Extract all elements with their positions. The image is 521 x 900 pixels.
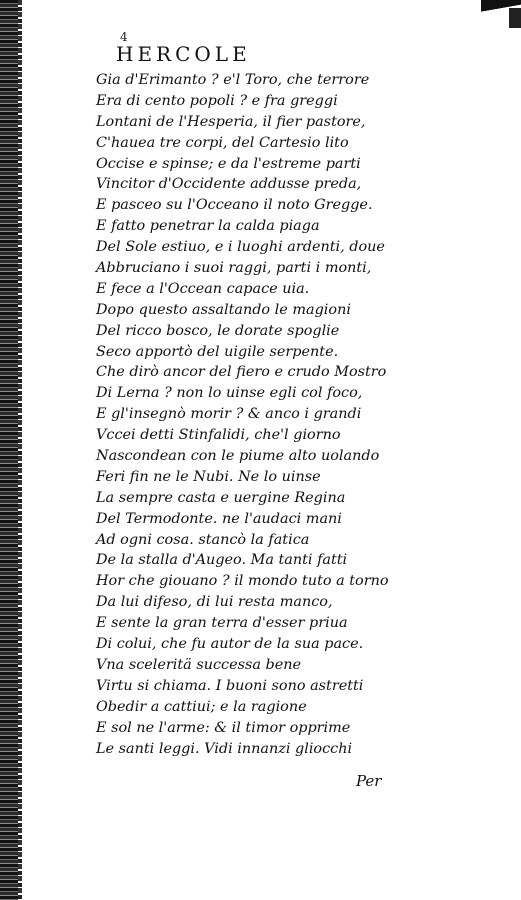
binding-shadow: [18, 0, 22, 900]
verse-line: Del Termodonte. ne l'audaci mani: [96, 510, 342, 527]
verse-line: Dopo questo assaltando le magioni: [96, 301, 351, 318]
head-mark: 4: [120, 30, 128, 44]
verse-line: E fatto penetrar la calda piaga: [96, 218, 320, 235]
verse-line: Del ricco bosco, le dorate spoglie: [96, 322, 340, 339]
verse-line: Che dirò ancor del fiero e crudo Mostro: [96, 364, 387, 381]
running-head: HERCOLE: [116, 42, 251, 66]
verse-line: Obedir a cattiui; e la ragione: [96, 698, 307, 715]
verse-line: Vna sceleritä successa bene: [96, 656, 302, 673]
verse-line: Del Sole estiuo, e i luoghi ardenti, doue: [96, 239, 385, 256]
verse-text: [96, 70, 396, 759]
verse-line: Gia d'Erimanto ? e'l Toro, che terrore: [96, 72, 370, 88]
binding-edge: [0, 0, 20, 900]
verse-line: Nascondean con le piume alto uolando: [96, 448, 380, 465]
verse-line: Vccei detti Stinfalidi, che'l giorno: [96, 427, 341, 444]
verse-line: Seco apportò del uigile serpente.: [96, 343, 339, 360]
verse-line: E sol ne l'arme: & il timor opprime: [96, 719, 351, 736]
verse-line: Di colui, che fu autor de la sua pace.: [96, 636, 364, 653]
verse-line: E fece a l'Occean capace uia.: [96, 280, 310, 297]
catchword: Per: [356, 772, 382, 790]
verse-line: Hor che giouano ? il mondo tuto a torno: [96, 573, 389, 590]
verse-line: Vincitor d'Occidente addusse preda,: [96, 176, 362, 193]
verse-line: Lontani de l'Hesperia, il fier pastore,: [96, 113, 366, 130]
verse-line: E gl'insegnò morir ? & anco i grandi: [96, 406, 362, 423]
verse-line: Da lui difeso, di lui resta manco,: [96, 594, 333, 611]
verse-line: E pasceo su l'Occeano il noto Gregge.: [96, 197, 373, 214]
verse-line: De la stalla d'Augeo. Ma tanti fatti: [96, 552, 348, 569]
verse-line: Di Lerna ? non lo uinse egli col foco,: [96, 385, 363, 402]
verse-line: C'hauea tre corpi, del Cartesio lito: [96, 134, 349, 151]
verse-line: La sempre casta e uergine Regina: [96, 489, 346, 506]
verse-line: Occise e spinse; e da l'estreme parti: [96, 155, 361, 172]
page-corner-shadow-2: [509, 8, 521, 28]
verse-line: Ad ogni cosa. stancò la fatica: [96, 531, 310, 548]
verse-line: Era di cento popoli ? e fra greggi: [96, 92, 338, 109]
verse-line: Le santi leggi. Vidi innanzi gliocchi: [96, 740, 353, 757]
verse-line: Feri fin ne le Nubi. Ne lo uinse: [96, 468, 321, 485]
verse-line: Abbruciano i suoi raggi, parti i monti,: [96, 260, 372, 277]
verse-line: E sente la gran terra d'esser priua: [96, 615, 348, 632]
verse-line: Virtu si chiama. I buoni sono astretti: [96, 677, 364, 694]
